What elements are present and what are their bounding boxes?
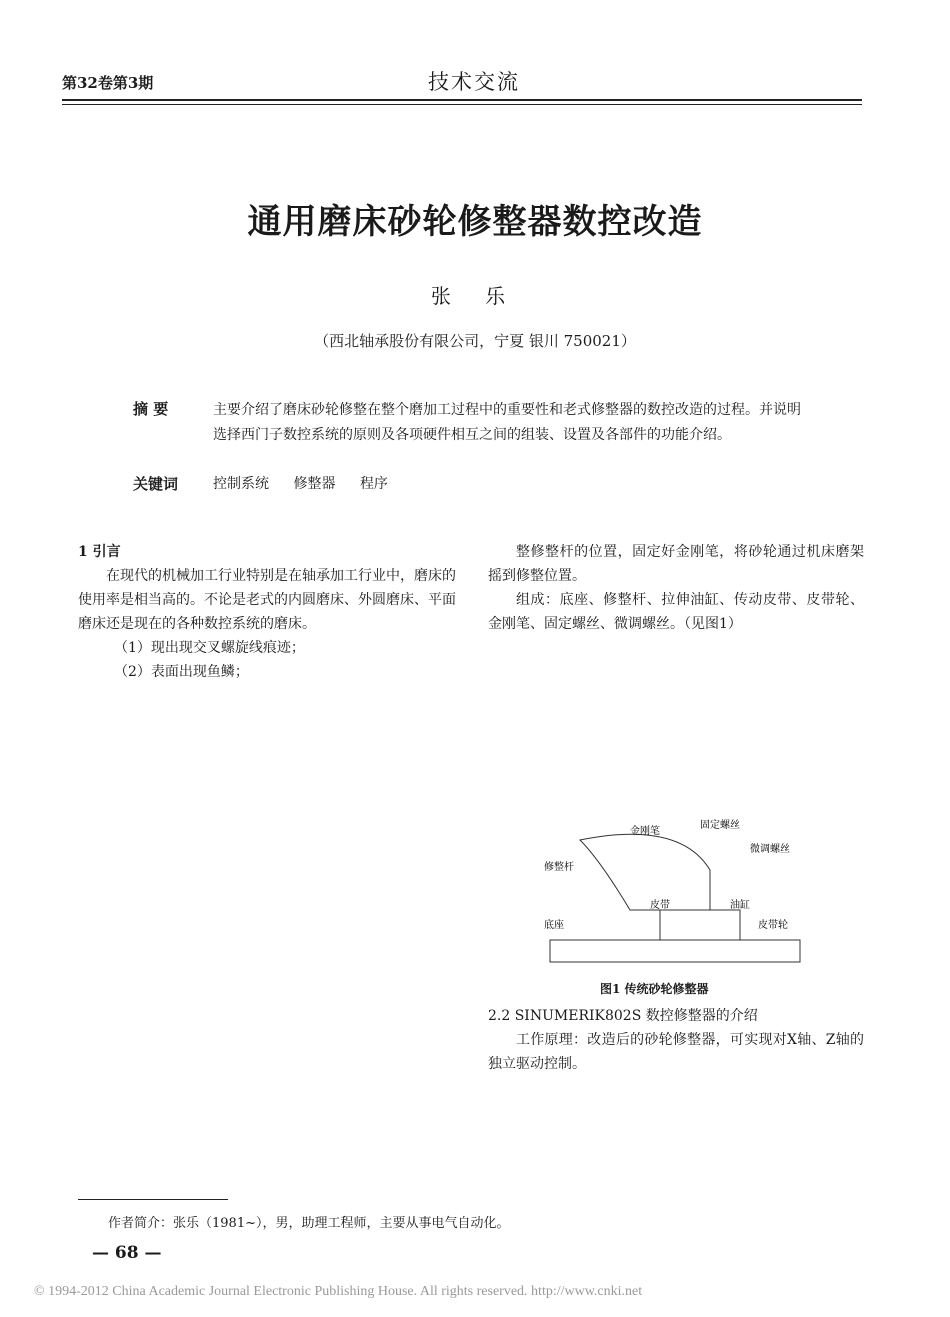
dresser-arm-shape — [580, 834, 710, 910]
base-shape — [550, 940, 800, 962]
label-adjust-screw: 微调螺丝 — [750, 844, 790, 855]
label-cylinder: 油缸 — [730, 900, 750, 911]
label-belt: 皮带 — [650, 900, 670, 911]
heading-intro: 1 引言 — [78, 544, 121, 560]
abstract-label: 摘 要 — [133, 400, 169, 418]
paragraph: 工作原理：改造后的砂轮修整器，可实现对X轴、Z轴的独立驱动控制。 — [488, 1032, 864, 1072]
label-diamond-pen: 金刚笔 — [630, 826, 660, 837]
keywords-label: 关键词 — [133, 475, 179, 493]
header-rule — [62, 99, 862, 101]
header-rule-thin — [62, 104, 862, 105]
list-item: （2）表面出现鱼鳞； — [114, 664, 249, 680]
paper-title: 通用磨床砂轮修整器数控改造 — [247, 202, 703, 242]
column-left — [78, 540, 456, 684]
copyright-watermark: © 1994-2012 China Academic Journal Electronic Publishing House. All rights reserved. http://www.cnki.net — [34, 1284, 643, 1299]
label-base: 底座 — [544, 920, 564, 931]
footnote-rule — [78, 1199, 228, 1200]
page-number: — 68 — — [92, 1243, 162, 1263]
paragraph: 整修整杆的位置，固定好金刚笔，将砂轮通过机床磨架摇到修整位置。 — [488, 544, 864, 584]
figure-caption: 图1 传统砂轮修整器 — [600, 982, 709, 996]
label-fixing-screw: 固定螺丝 — [700, 820, 740, 831]
list-item: （1）现出现交叉螺旋线痕迹； — [114, 640, 305, 656]
paragraph: 在现代的机械加工行业特别是在轴承加工行业中，磨床的使用率是相当高的。不论是老式的内圆磨床、外圆磨床、平面磨床还是现在的各种数控系统的磨床。 — [78, 568, 456, 632]
abstract-text: 主要介绍了磨床砂轮修整在整个磨加工过程中的重要性和老式修整器的数控改造的过程。并说明选择西门子数控系统的原则及各项硬件相互之间的组装、设置及各部件的功能介绍。 — [213, 402, 801, 443]
author: 张 乐 — [430, 284, 520, 308]
keywords-text: 控制系统 修整器 程序 — [213, 476, 388, 492]
column-right-lower — [488, 1004, 864, 1076]
label-pulley: 皮带轮 — [758, 920, 788, 931]
journal-issue: 第32卷第3期 — [62, 74, 154, 92]
affiliation: （西北轴承股份有限公司，宁夏 银川 750021） — [314, 332, 636, 350]
label-dresser-arm: 修整杆 — [544, 862, 574, 873]
figure-dresser-diagram — [540, 800, 810, 996]
author-footnote: 作者简介：张乐（1981~），男，助理工程师，主要从事电气自动化。 — [108, 1216, 510, 1231]
column-right — [488, 540, 864, 636]
section-title: 技术交流 — [428, 70, 520, 94]
paragraph: 组成：底座、修整杆、拉伸油缸、传动皮带、皮带轮、金刚笔、固定螺丝、微调螺丝。（见图1） — [488, 592, 864, 632]
cylinder-shape — [660, 910, 740, 940]
heading-sinumerik: 2.2 SINUMERIK802S 数控修整器的介绍 — [488, 1008, 758, 1024]
